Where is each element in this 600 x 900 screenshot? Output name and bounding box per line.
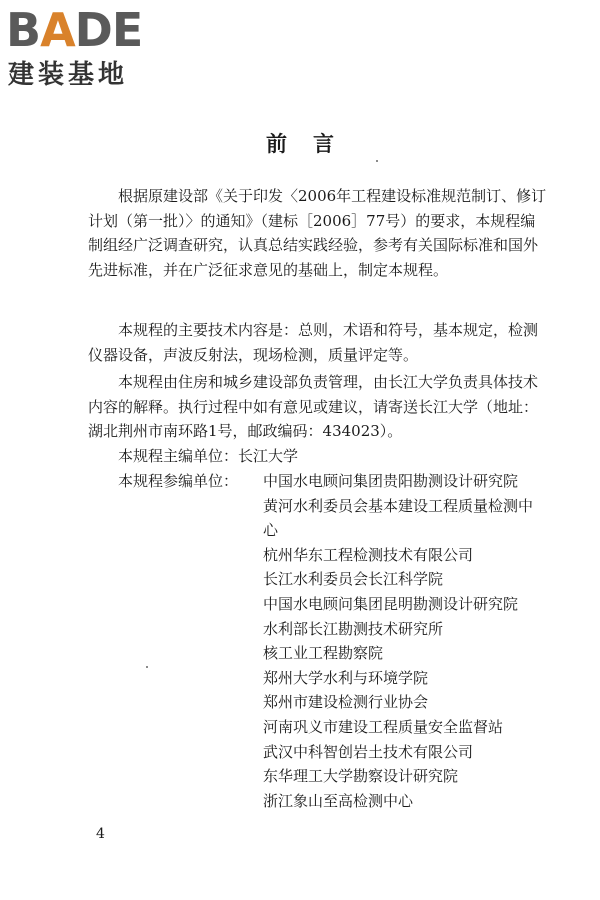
paragraph-2: 本规程的主要技术内容是：总则，术语和符号，基本规定，检测仪器设备，声波反射法，现场检测，质量评定等。 (88, 321, 539, 364)
logo-wordmark: BADE (6, 3, 143, 57)
logo-subtitle: 建装基地 (8, 60, 129, 90)
page-number: 4 (96, 826, 105, 842)
participating-label: 本规程参编单位： (118, 472, 239, 490)
paragraph-1: 根据原建设部《关于印发〈2006年工程建设标准规范制订、修订计划（第一批）〉的通知》（建标［2006］77号）的要求，本规程编制组经广泛调查研究，认真总结实践经验，参考有关国际标准和国外先进标准，并在广泛征求意见的基础上，制定本规程。 (88, 187, 547, 279)
participating-units-list (263, 469, 563, 813)
chief-unit-row (118, 444, 298, 469)
chief-unit: 长江大学 (238, 447, 299, 465)
list-item: 水利部长江勘测技术研究所 (263, 619, 444, 638)
paragraph-3: 本规程由住房和城乡建设部负责管理，由长江大学负责具体技术内容的解释。执行过程中如有意见或建议，请寄送长江大学（地址：湖北荆州市南环路1号，邮政编码：434023）。 (88, 373, 539, 441)
list-item: 核工业工程勘察院 (263, 644, 384, 663)
list-item: 河南巩义市建设工程质量安全监督站 (263, 717, 504, 736)
scan-speck (376, 160, 378, 162)
page-title: 前言 (266, 131, 360, 156)
scan-speck (146, 666, 148, 668)
list-item: 郑州市建设检测行业协会 (263, 693, 429, 712)
list-item: 中国水电顾问集团贵阳勘测设计研究院 (263, 472, 519, 490)
list-item: 浙江象山至高检测中心 (263, 791, 414, 810)
list-item: 长江水利委员会长江科学院 (263, 570, 444, 589)
list-item: 杭州华东工程检测技术有限公司 (263, 545, 474, 564)
list-item: 郑州大学水利与环境学院 (263, 668, 429, 687)
list-item: 武汉中科智创岩土技术有限公司 (263, 742, 474, 761)
list-item: 中国水电顾问集团昆明勘测设计研究院 (263, 594, 519, 613)
logo-accent-letter: A (40, 3, 75, 57)
list-item: 东华理工大学勘察设计研究院 (263, 767, 459, 786)
bade-logo (6, 4, 176, 92)
list-item: 黄河水利委员会基本建设工程质量检测中心 (263, 496, 534, 540)
chief-unit-label: 本规程主编单位： (118, 447, 239, 465)
